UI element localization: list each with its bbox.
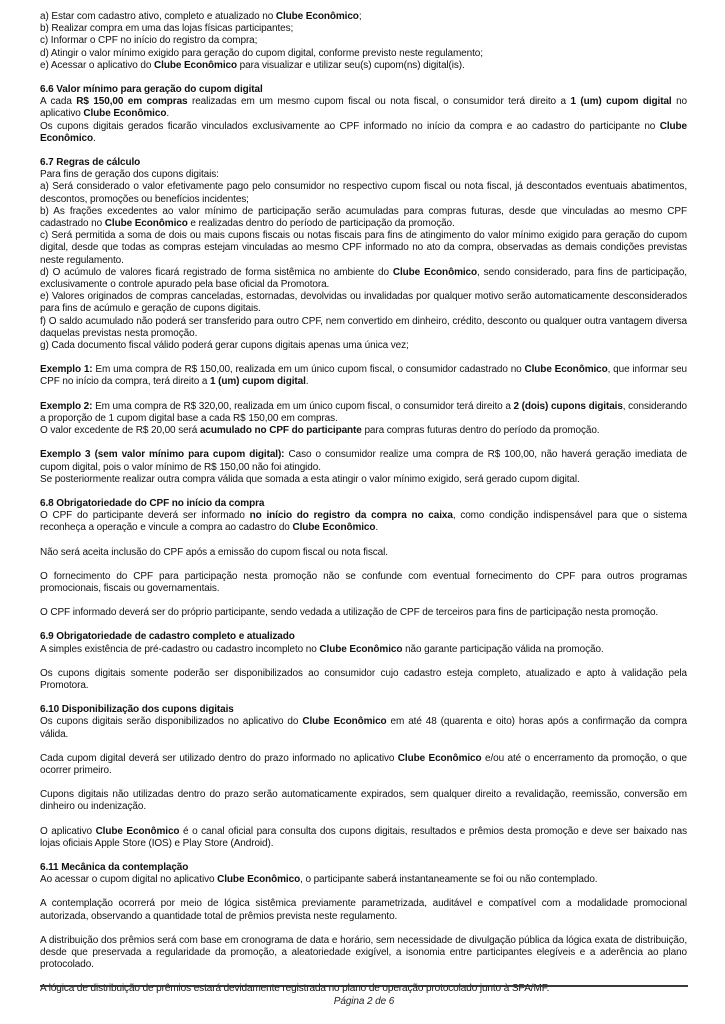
section-6-7-intro: Para fins de geração dos cupons digitais:: [40, 169, 219, 181]
section-6-11-heading: 6.11 Mecânica da contemplação: [40, 861, 189, 873]
section-6-6-heading: 6.6 Valor mínimo para geração do cupom digital: [40, 84, 263, 96]
section-6-7-item-f: f) O saldo acumulado não poderá ser transferido para outro CPF, nem convertido em dinheiro, crédito, desconto ou qualquer outra vantagem diversa daquelas previstas nesta promoção.: [40, 315, 687, 339]
section-6-9-paragraph-1: A simples existência de pré-cadastro ou cadastro incompleto no Clube Econômico não garante participação válida na promoção.: [40, 643, 604, 655]
intro-item-c: c) Informar o CPF no início do registro da compra;: [40, 35, 258, 47]
section-6-8-heading: 6.8 Obrigatoriedade do CPF no início da compra: [40, 497, 265, 509]
footer-divider: [40, 985, 688, 987]
section-6-11-paragraph-1: Ao acessar o cupom digital no aplicativo Clube Econômico, o participante saberá instantaneamente se foi ou não contemplado.: [40, 874, 598, 886]
section-6-11-paragraph-3: A distribuição dos prêmios será com base em cronograma de data e horário, sem necessidade de divulgação pública da lógica exata de distribuição, desde que preservada a regularidade da promoção, a aleatoriedade exigível, a isonomia entre participantes elegíveis e a aderência ao plano protocolado.: [40, 934, 687, 971]
intro-item-d: d) Atingir o valor mínimo exigido para geração do cupom digital, conforme previsto neste regulamento;: [40, 47, 483, 59]
section-6-7-item-g: g) Cada documento fiscal válido poderá gerar cupons digitais apenas uma única vez;: [40, 340, 409, 352]
section-6-11-paragraph-4: A lógica de distribuição de prêmios estará devidamente registrada no plano de operação protocolado junto à SPA/MF.: [40, 983, 550, 995]
intro-item-e: e) Acessar o aplicativo do Clube Econômico para visualizar e utilizar seu(s) cupom(ns) digital(is).: [40, 59, 465, 71]
example-2: Exemplo 2: Em uma compra de R$ 320,00, realizada em um único cupom fiscal, o consumidor terá direito a 2 (dois) cupons digitais, considerando a proporção de 1 cupom digital base a cada R$ 150,00 em compras.: [40, 400, 688, 424]
section-6-7-item-e: e) Valores originados de compras canceladas, estornadas, devolvidas ou invalidadas por qualquer motivo serão automaticamente desconsiderados para fins de acúmulo e geração de cupons digitais.: [40, 291, 687, 315]
example-3: Exemplo 3 (sem valor mínimo para cupom digital): Caso o consumidor realize uma compra de R$ 100,00, não haverá geração imediata de cupom digital, pois o valor mínimo de R$ 150,00 não foi atingido.: [40, 449, 687, 473]
section-6-10-paragraph-1: Os cupons digitais serão disponibilizados no aplicativo do Clube Econômico em até 48 (quarenta e oito) horas após a confirmação da compra válida.: [40, 716, 687, 740]
intro-item-b: b) Realizar compra em uma das lojas físicas participantes;: [40, 23, 294, 35]
section-6-11-paragraph-2: A contemplação ocorrerá por meio de lógica sistêmica previamente parametrizada, auditável e compatível com a modalidade promocional autorizada, observando a quantidade total de prêmios prevista neste regulamento.: [40, 898, 687, 922]
page-footer: [40, 985, 688, 1008]
section-6-6-paragraph-1: A cada R$ 150,00 em compras realizadas em um mesmo cupom fiscal ou nota fiscal, o consumidor terá direito a 1 (um) cupom digital no aplicativo Clube Econômico.: [40, 96, 688, 120]
section-6-7-item-a: a) Será considerado o valor efetivamente pago pelo consumidor no respectivo cupom fiscal ou nota fiscal, já descontados eventuais abatimentos, descontos, promoções ou benefícios incidentes;: [40, 181, 687, 205]
section-6-10-paragraph-2: Cada cupom digital deverá ser utilizado dentro do prazo informado no aplicativo Clube Econômico e/ou até o encerramento da promoção, o que ocorrer primeiro.: [40, 752, 687, 776]
section-6-9-heading: 6.9 Obrigatoriedade de cadastro completo e atualizado: [40, 631, 295, 643]
section-6-8-paragraph-3: O fornecimento do CPF para participação nesta promoção não se confunde com eventual fornecimento do CPF para outros programas promocionais, fiscais ou governamentais.: [40, 570, 687, 594]
section-6-8-paragraph-2: Não será aceita inclusão do CPF após a emissão do cupom fiscal ou nota fiscal.: [40, 546, 388, 558]
section-6-7-item-c: c) Será permitida a soma de dois ou mais cupons fiscais ou notas fiscais para fins de atingimento do valor mínimo exigido para geração do cupom digital, desde que todas as compras estejam vinculadas ao mesmo CPF informado no ato da compra, observadas as demais condições previstas neste regulamento.: [40, 230, 687, 266]
document-body: [40, 11, 687, 996]
section-6-8-paragraph-1: O CPF do participante deverá ser informado no início do registro da compra no caixa, como condição indispensável para que o sistema reconheça a operação e vincule a compra ao cadastro do Clube Econômico.: [40, 510, 687, 534]
page-number: Página 2 de 6: [333, 996, 395, 1007]
example-1: Exemplo 1: Em uma compra de R$ 150,00, realizada em um único cupom fiscal, o consumidor cadastrado no Clube Econômico, que informar seu CPF no início da compra, terá direito a 1 (um) cupom digital.: [40, 364, 687, 388]
example-3-note: Se posteriormente realizar outra compra válida que somada a esta atingir o valor mínimo exigido, será gerado cupom digital.: [40, 473, 580, 485]
section-6-9-paragraph-2: Os cupons digitais somente poderão ser disponibilizados ao consumidor cujo cadastro esteja completo, atualizado e apto à validação pela Promotora.: [40, 667, 687, 691]
example-2-note: O valor excedente de R$ 20,00 será acumulado no CPF do participante para compras futuras dentro do período da promoção.: [40, 425, 600, 437]
intro-item-a: a) Estar com cadastro ativo, completo e atualizado no Clube Econômico;: [40, 11, 362, 22]
section-6-10-paragraph-3: Cupons digitais não utilizadas dentro do prazo serão automaticamente expirados, sem qualquer direito a revalidação, reemissão, conversão em dinheiro ou indenização.: [40, 789, 687, 813]
section-6-10-heading: 6.10 Disponibilização dos cupons digitais: [40, 704, 234, 716]
section-6-10-paragraph-4: O aplicativo Clube Econômico é o canal oficial para consulta dos cupons digitais, resultados e prêmios desta promoção e deve ser baixado nas lojas oficiais Apple Store (IOS) e Play Store (Android).: [40, 825, 687, 849]
section-6-7-item-b: b) As frações excedentes ao valor mínimo de participação serão acumuladas para compras futuras, desde que vinculadas ao mesmo CPF cadastrado no Clube Econômico e realizadas dentro do período de participação da promoção.: [40, 205, 687, 230]
section-6-6-paragraph-2: Os cupons digitais gerados ficarão vinculados exclusivamente ao CPF informado no início da compra e ao cadastro do participante no Clube Econômico.: [40, 120, 687, 144]
section-6-8-paragraph-4: O CPF informado deverá ser do próprio participante, sendo vedada a utilização de CPF de terceiros para fins de participação nesta promoção.: [40, 607, 659, 619]
section-6-7-heading: 6.7 Regras de cálculo: [40, 157, 141, 169]
section-6-7-item-d: d) O acúmulo de valores ficará registrado de forma sistêmica no ambiente do Clube Econômico, sendo considerado, para fins de participação, exclusivamente o controle apurado pela base oficial da Promotora.: [40, 266, 687, 291]
